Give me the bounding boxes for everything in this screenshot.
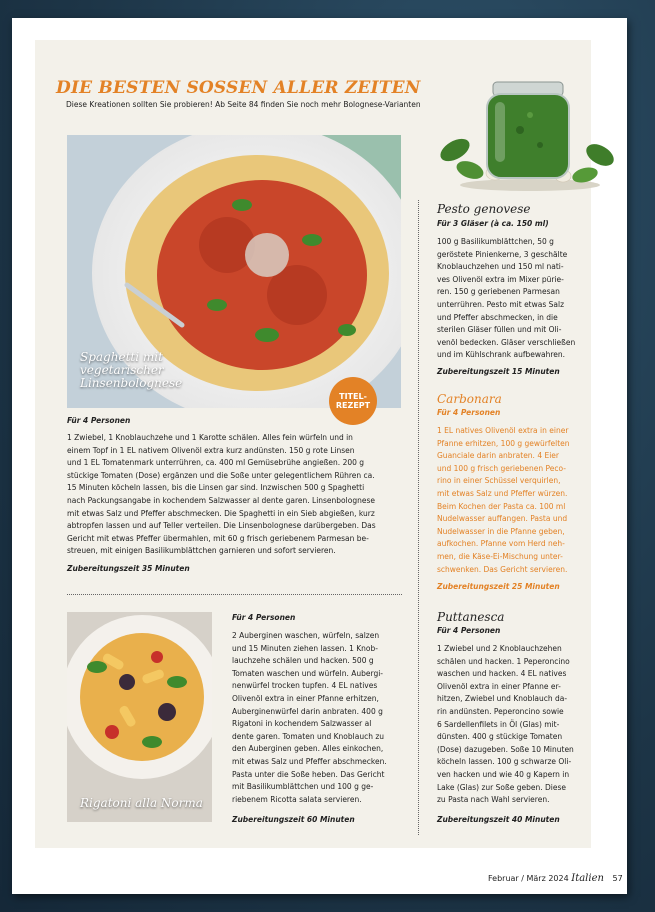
recipe-line: abtropfen lassen und auf Teller verteilen. Die Linsenbolognese darübergeben. Das xyxy=(67,521,376,531)
recipe-line: (Dose) dazugeben. Soße 10 Minuten xyxy=(437,744,574,754)
recipe-line: und 15 Minuten ziehen lassen. 1 Knob- xyxy=(232,643,378,653)
caption-line: vegetarischer xyxy=(80,363,164,377)
recipe-line: stückige Tomaten (Dose) ergänzen und die Soße unter gelegentlichem Rühren ca. xyxy=(67,470,375,480)
badge-line: REZEPT xyxy=(335,401,371,410)
recipe-line: Olivenöl extra in einer Pfanne erhitzen, xyxy=(232,693,379,703)
recipe-line: Olivenöl extra in einer Pfanne er- xyxy=(437,681,561,691)
recipe-line: ven hacken und wie 40 g Kapern in xyxy=(437,769,570,779)
recipe-line: ves Olivenöl extra im Mixer pürie- xyxy=(437,274,564,284)
horizontal-divider xyxy=(67,594,402,595)
recipe-line: mit Basilikumblättchen und 100 g ge- xyxy=(232,782,374,792)
recipe-line: rino in einer Schüssel verquirlen, xyxy=(437,476,561,486)
issue-date: Februar / März 2024 xyxy=(488,874,569,883)
recipe-line: schälen und hacken. 1 Peperoncino xyxy=(437,656,570,666)
pesto-recipe-text xyxy=(437,236,597,362)
recipe-line: Nudelwasser auffangen. Pasta und xyxy=(437,514,568,524)
recipe-line: mit etwas Salz und Pfeffer würzen. xyxy=(437,488,568,498)
carbonara-recipe-text xyxy=(437,425,597,576)
caption-line: Linsenbolognese xyxy=(80,376,183,390)
pesto-servings: Für 3 Gläser (à ca. 150 ml) xyxy=(437,219,549,228)
recipe-line: und 100 g frisch geriebenen Peco- xyxy=(437,463,566,473)
recipe-line: Gericht mit etwas Pfeffer übermahlen, mit 60 g frisch geriebenem Parmesan be- xyxy=(67,533,369,543)
recipe-line: einem Topf in 1 EL nativem Olivenöl extra kurz andünsten. 150 g rote Linsen xyxy=(67,445,355,455)
caption-line: Spaghetti mit xyxy=(80,350,163,364)
recipe-line: 1 Zwiebel, 1 Knoblauchzehe und 1 Karotte schälen. Alles fein würfeln und in xyxy=(67,433,353,442)
recipe-line: dente garen. Tomaten und Knoblauch zu xyxy=(232,731,385,741)
recipe-line: 1 Zwiebel und 2 Knoblauchzehen xyxy=(437,644,562,653)
recipe-line: sterilen Gläser füllen und mit Oli- xyxy=(437,325,562,335)
recipe-line: nach Packungsangabe in kochendem Salzwasser al dente garen. Linsenbolognese xyxy=(67,495,375,505)
recipe-line: 1 EL natives Olivenöl extra in einer xyxy=(437,426,569,435)
pesto-time: Zubereitungszeit 15 Minuten xyxy=(437,367,560,376)
recipe-line: und im Kühlschrank aufbewahren. xyxy=(437,350,566,360)
spaghetti-recipe-text xyxy=(67,432,407,558)
recipe-line: Lake (Glas) zur Soße geben. Diese xyxy=(437,782,566,792)
recipe-line: Auberginenwürfel darin anbraten. 400 g xyxy=(232,706,383,716)
rigatoni-photo xyxy=(67,612,212,822)
spaghetti-servings: Für 4 Personen xyxy=(67,416,131,425)
recipe-line: zu Pasta nach Wahl servieren. xyxy=(437,795,550,805)
badge-line: TITEL- xyxy=(339,392,367,401)
recipe-line: unterrühren. Pesto mit etwas Salz xyxy=(437,299,565,309)
recipe-line: Guanciale darin anbraten. 4 Eier xyxy=(437,451,560,461)
spaghetti-time: Zubereitungszeit 35 Minuten xyxy=(67,564,190,573)
carbonara-servings: Für 4 Personen xyxy=(437,408,501,417)
rigatoni-servings: Für 4 Personen xyxy=(232,613,296,622)
recipe-line: mit etwas Salz und Pfeffer abschmecken. Die Spaghetti in ein Sieb abgießen, kurz xyxy=(67,508,375,518)
rigatoni-time: Zubereitungszeit 60 Minuten xyxy=(232,815,355,824)
recipe-line: schwenken. Das Gericht servieren. xyxy=(437,564,568,574)
recipe-line: waschen und hacken. 4 EL natives xyxy=(437,669,567,679)
recipe-line: Tomaten waschen und würfeln. Aubergi- xyxy=(232,668,383,678)
recipe-line: men, die Käse-Ei-Mischung unter- xyxy=(437,551,563,561)
recipe-line: Pasta unter die Soße heben. Das Gericht xyxy=(232,769,385,779)
recipe-line: venöl bedecken. Gläser verschließen xyxy=(437,337,576,347)
puttanesca-title: Puttanesca xyxy=(437,610,505,624)
carbonara-title: Carbonara xyxy=(437,392,502,406)
recipe-line: den Auberginen geben. Alles einkochen, xyxy=(232,744,384,754)
recipe-line: 15 Minuten köcheln lassen, bis die Linsen gar sind. Inzwischen 500 g Spaghetti xyxy=(67,483,365,493)
page-title: DIE BESTEN SOSSEN ALLER ZEITEN xyxy=(56,78,421,98)
vertical-divider xyxy=(418,200,419,835)
carbonara-time: Zubereitungszeit 25 Minuten xyxy=(437,582,560,591)
pesto-jar-illustration xyxy=(435,70,625,195)
rigatoni-caption: Rigatoni alla Norma xyxy=(80,796,203,810)
recipe-line: 2 Auberginen waschen, würfeln, salzen xyxy=(232,631,380,640)
recipe-line: köcheln lassen. 100 g schwarze Oli- xyxy=(437,757,572,767)
page-number: 57 xyxy=(612,874,623,883)
pesto-title: Pesto genovese xyxy=(437,202,531,216)
rigatoni-recipe-text xyxy=(232,630,407,806)
recipe-line: 6 Sardellenfilets in Öl (Glas) mit- xyxy=(437,719,560,729)
recipe-line: Pfanne erhitzen, 100 g gewürfelten xyxy=(437,438,570,448)
recipe-line: nenwürfel trocken tupfen. 4 EL natives xyxy=(232,681,378,691)
recipe-line: lauchzehe schälen und hacken. 500 g xyxy=(232,656,374,666)
page-footer xyxy=(488,873,623,884)
recipe-line: ren. 150 g geriebenen Parmesan xyxy=(437,287,560,297)
titelrezept-badge xyxy=(329,377,377,425)
recipe-line: streuen, mit einigen Basilikumblättchen garnieren und sofort servieren. xyxy=(67,546,336,556)
recipe-line: dünsten. 400 g stückige Tomaten xyxy=(437,732,563,742)
recipe-line: aufkochen. Pfanne vom Herd neh- xyxy=(437,539,565,549)
recipe-line: Beim Kochen der Pasta ca. 100 ml xyxy=(437,501,566,511)
puttanesca-servings: Für 4 Personen xyxy=(437,626,501,635)
page-subtitle: Diese Kreationen sollten Sie probieren! Ab Seite 84 finden Sie noch mehr Bolognese-Varianten xyxy=(66,100,421,109)
recipe-line: riebenem Ricotta salata servieren. xyxy=(232,794,362,804)
recipe-line: und Pfeffer abschmecken, in die xyxy=(437,312,558,322)
recipe-line: hitzen, Zwiebel und Knoblauch da- xyxy=(437,694,568,704)
recipe-line: Knoblauchzehen und 150 ml nati- xyxy=(437,262,564,272)
puttanesca-time: Zubereitungszeit 40 Minuten xyxy=(437,815,560,824)
puttanesca-recipe-text xyxy=(437,643,597,807)
spaghetti-caption xyxy=(80,351,182,390)
recipe-line: geröstete Pinienkerne, 3 geschälte xyxy=(437,249,568,259)
recipe-line: und 1 EL Tomatenmark unterrühren, ca. 400 ml Gemüsebrühe angießen. 200 g xyxy=(67,458,365,468)
recipe-line: 100 g Basilikumblättchen, 50 g xyxy=(437,237,554,246)
recipe-line: mit etwas Salz und Pfeffer abschmecken. xyxy=(232,756,387,766)
recipe-line: rin andünsten. Peperoncino sowie xyxy=(437,706,564,716)
recipe-line: Rigatoni in kochendem Salzwasser al xyxy=(232,719,372,729)
recipe-line: Nudelwasser in die Pfanne geben, xyxy=(437,526,565,536)
brand-logo: Italien xyxy=(571,873,604,884)
